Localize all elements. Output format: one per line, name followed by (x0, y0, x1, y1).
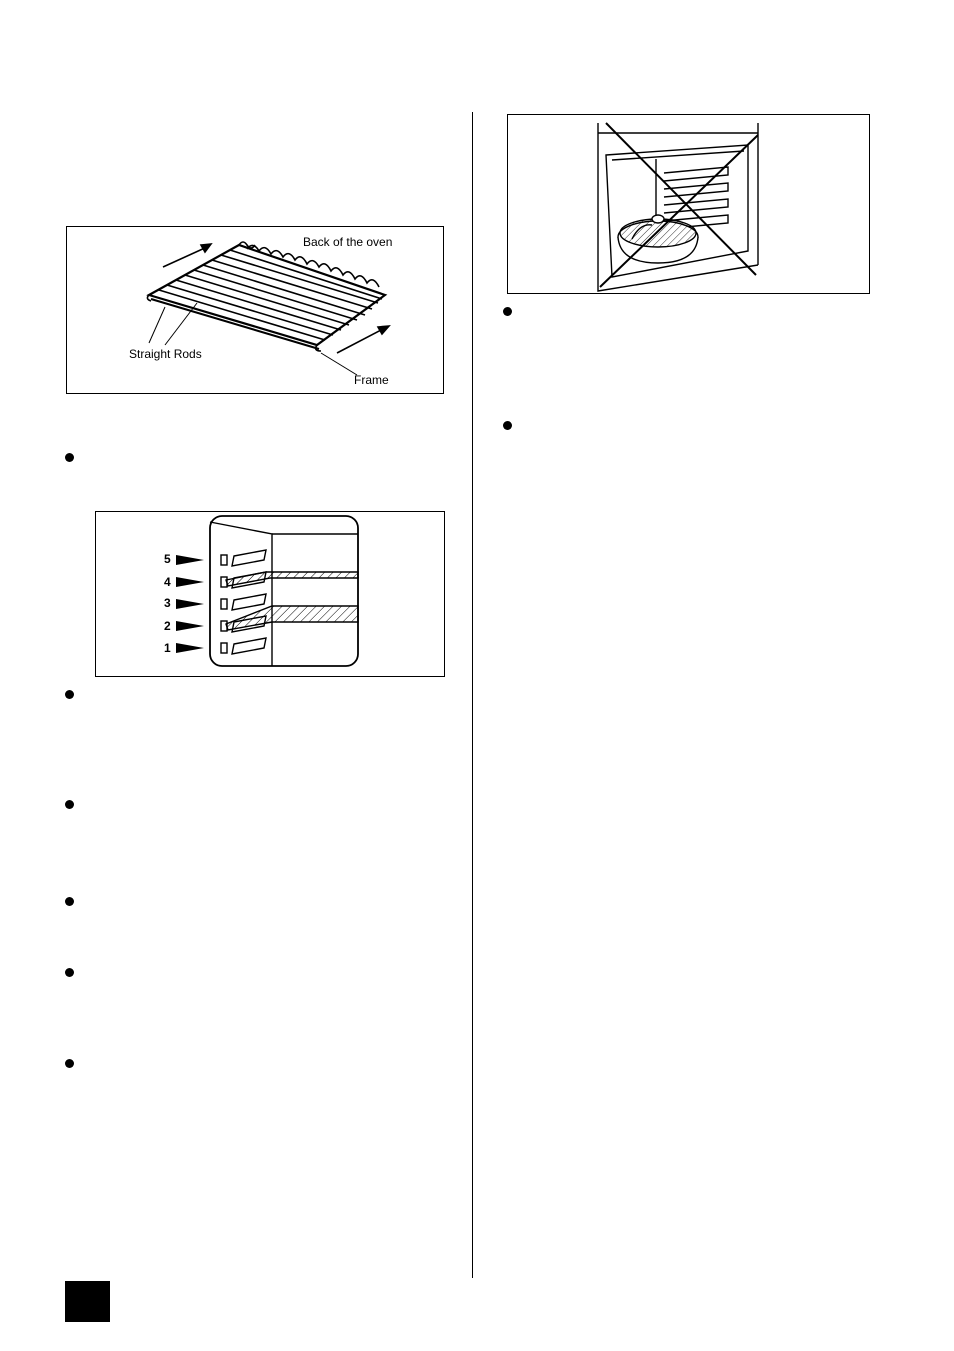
bullet-point (65, 453, 74, 462)
shelf-level-1: 1 (164, 641, 171, 655)
arrow-level-5 (176, 555, 204, 565)
shelf-level-5: 5 (164, 552, 171, 566)
column-divider (472, 112, 473, 1278)
bullet-point (65, 968, 74, 977)
bullet-point (65, 690, 74, 699)
bullet-point (503, 307, 512, 316)
label-frame: Frame (354, 373, 389, 387)
oven-floor-warning-diagram (507, 114, 870, 294)
shelf-level-4: 4 (164, 575, 171, 589)
label-back-of-oven: Back of the oven (303, 235, 393, 249)
label-straight-rods: Straight Rods (129, 347, 202, 361)
oven-cavity-drawing (96, 512, 446, 678)
page-marker-block (65, 1281, 110, 1322)
arrow-level-2 (176, 621, 204, 631)
bullet-point (65, 1059, 74, 1068)
bullet-point (65, 897, 74, 906)
arrow-level-4 (176, 577, 204, 587)
shelf-level-3: 3 (164, 596, 171, 610)
bullet-point (65, 800, 74, 809)
arrow-level-1 (176, 643, 204, 653)
shelf-drawing (67, 227, 445, 395)
arrow-level-3 (176, 599, 204, 609)
shelf-level-2: 2 (164, 619, 171, 633)
bullet-point (503, 421, 512, 430)
shelf-diagram (66, 226, 444, 394)
oven-casserole-drawing (508, 115, 871, 295)
shelf-positions-diagram (95, 511, 445, 677)
